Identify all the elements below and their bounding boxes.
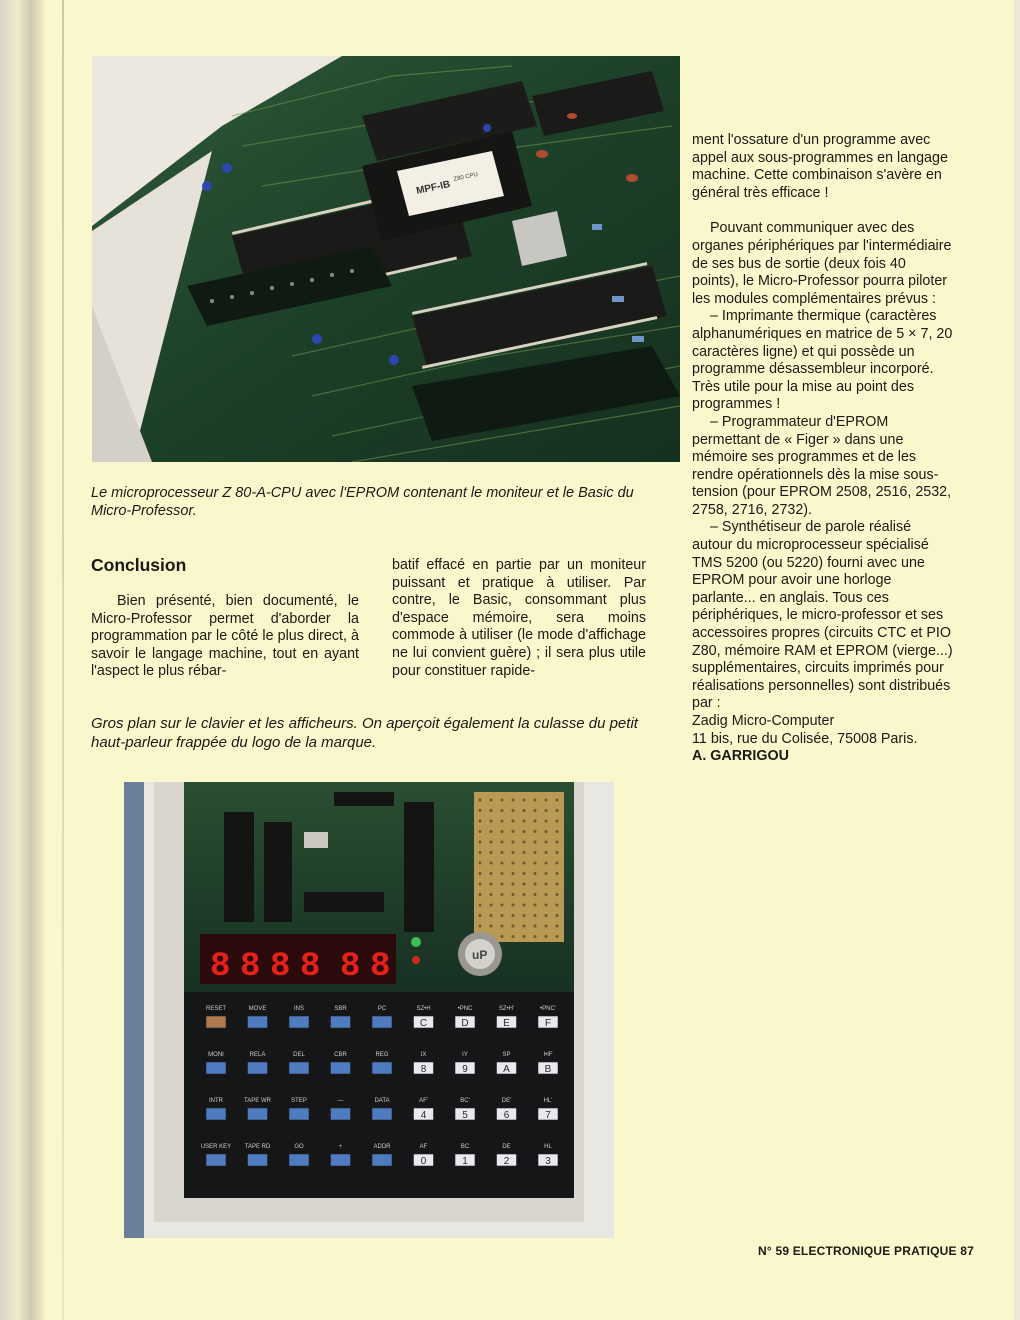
- display-digit: 8: [340, 948, 361, 986]
- keypad-key-label: PC: [377, 1006, 387, 1012]
- keypad-key: [372, 1016, 392, 1028]
- keypad-key: [206, 1154, 226, 1166]
- keypad-key-glyph: 1: [462, 1156, 468, 1167]
- keypad-key-glyph: 4: [420, 1110, 427, 1121]
- keypad-key-label: INTR: [209, 1098, 223, 1104]
- keypad-key-label: DE': [501, 1098, 512, 1104]
- keypad-key: [289, 1062, 309, 1074]
- keypad-key-label: IY: [462, 1052, 468, 1058]
- keypad-key-label: SP: [502, 1052, 511, 1058]
- keypad-key-label: MOVE: [248, 1006, 267, 1012]
- keypad-key: [331, 1016, 351, 1028]
- right-column: [692, 132, 954, 766]
- display-digit: 8: [270, 948, 291, 986]
- keypad-key-label: DE: [502, 1144, 511, 1150]
- keypad-key-glyph: B: [544, 1064, 552, 1075]
- keypad-key: [331, 1108, 351, 1120]
- keyboard-illustration: [124, 782, 614, 1238]
- keypad-key-label: TAPE WR: [244, 1098, 271, 1104]
- keypad-key-label: GO: [294, 1144, 304, 1150]
- keypad-key-label: BC': [460, 1098, 470, 1104]
- circuit-board-illustration: [92, 56, 680, 462]
- keypad-key-label: AF: [419, 1144, 428, 1150]
- keypad-key-label: I•IF: [543, 1052, 553, 1058]
- keypad-key-label: SBR: [334, 1006, 347, 1012]
- keypad-key: [289, 1108, 309, 1120]
- keypad-key-label: ADDR: [373, 1144, 391, 1150]
- keypad-key-glyph: 8: [420, 1064, 427, 1075]
- page-edge: [1014, 0, 1020, 1320]
- keypad-key-label: BC: [460, 1144, 470, 1150]
- keypad-key-glyph: 2: [503, 1156, 510, 1167]
- right-paragraph-1: ment l'ossature d'un programme avec appel aux sous-programmes en langage machine. Cette combinaison s'avère en général très efficace !: [692, 132, 948, 201]
- binding-line: [62, 0, 64, 1320]
- photo-keyboard: [124, 782, 614, 1238]
- keypad-key-label: SZ•H': [498, 1006, 515, 1012]
- keypad-key-glyph: F: [544, 1018, 552, 1029]
- keypad-key-label: RESET: [205, 1006, 227, 1012]
- keypad-key-glyph: 0: [420, 1156, 427, 1167]
- keypad-key: [372, 1062, 392, 1074]
- address-line-2: 11 bis, rue du Colisée, 75008 Paris.: [692, 730, 918, 747]
- keypad-key: [289, 1154, 309, 1166]
- conclusion-column-2: batif effacé en partie par un moniteur puissant et pratique à utiliser. Par contre, le Basic, consommant plus d'espace mémoire, sera moins commode à utiliser (le mode d'affichage ne lui convient guère) ; il sera plus utile pour constituer rapide-: [392, 557, 646, 679]
- right-paragraph-2: Pouvant communiquer avec des organes périphériques par l'intermédiaire de ses bus de sortie (deux fois 40 points), le Micro-Professor pourra piloter les modules complémentaires prévus :: [692, 220, 952, 307]
- keypad-key-glyph: 3: [545, 1156, 551, 1167]
- keypad-key-label: INS: [293, 1006, 305, 1012]
- display-digit: 8: [240, 948, 261, 986]
- bottom-photo-caption: Gros plan sur le clavier et les afficheurs. On aperçoit également la culasse du petit haut-parleur frappée du logo de la marque.: [91, 715, 638, 751]
- keypad-key-glyph: 6: [503, 1110, 510, 1121]
- list-item-printer: – Imprimante thermique (caractères alphanumériques en matrice de 5 × 7, 20 caractères ligne) et qui possède un programme désassembleur incorporé. Très utile pour la mise au point des programmes !: [692, 308, 953, 413]
- keypad-key-label: DATA: [374, 1098, 390, 1104]
- keypad-key-label: REG: [375, 1052, 389, 1058]
- keypad-key-label: HL': [543, 1098, 553, 1104]
- keypad-key-label: •PNC': [540, 1006, 556, 1012]
- keypad-key: [248, 1016, 268, 1028]
- keypad-key-label: CBR: [334, 1052, 347, 1058]
- display-digit: 8: [300, 948, 321, 986]
- top-photo-caption: Le microprocesseur Z 80-A-CPU avec l'EPROM contenant le moniteur et le Basic du Micro-Professor.: [91, 485, 634, 519]
- keypad-key-label: •PNC: [457, 1006, 473, 1012]
- keypad-key-label: RELA: [249, 1052, 266, 1058]
- keypad-key-glyph: D: [461, 1018, 469, 1029]
- keypad-key-label: TAPE RD: [244, 1144, 271, 1150]
- keypad-key-label: DEL: [293, 1052, 305, 1058]
- keypad-key-label: AF': [419, 1098, 428, 1104]
- page-binding: [0, 0, 44, 1320]
- keypad-key-label: IX: [420, 1052, 427, 1058]
- keypad-key-glyph: E: [503, 1018, 510, 1029]
- display-digit: 8: [210, 948, 231, 986]
- keypad-key: [331, 1154, 351, 1166]
- keypad-key-label: USER KEY: [200, 1144, 232, 1150]
- photo-circuit-board: [92, 56, 680, 462]
- keypad-key: [372, 1108, 392, 1120]
- keypad-key-label: SZ•H: [416, 1006, 431, 1012]
- eprom-label: MPF-IB: [415, 179, 452, 197]
- keypad-key-glyph: 9: [462, 1064, 468, 1075]
- keypad-key-label: STEP: [291, 1098, 307, 1104]
- conclusion-column-1: Bien présenté, bien documenté, le Micro-Professor permet d'aborder la programmation par le côté le plus direct, à savoir le langage machine, tout en ayant l'aspect le plus rébar-: [91, 593, 359, 680]
- keypad-key: [248, 1154, 268, 1166]
- svg-text:uP: uP: [472, 948, 488, 962]
- keypad-key-glyph: 7: [545, 1110, 551, 1121]
- list-item-programmer: – Programmateur d'EPROM permettant de « Figer » dans une mémoire ses programmes et de les rendre opérationnels dès la mise sous-tension (pour EPROM 2508, 2516, 2532, 2758, 2716, 2732).: [692, 413, 952, 518]
- list-item-synthesizer: – Synthétiseur de parole réalisé autour du microprocesseur spécialisé TMS 5200 (ou 5220) fourni avec une EPROM pour avoir une horloge parlante... en anglais. Tous ces périphériques, le micro-professor et ses accessoires propres (circuits CTC et PIO Z80, mémoire RAM et EPROM (vierge...) supplémentaires, circuits imprimés pour réalisations personnelles) sont distribués par :: [692, 519, 953, 712]
- keypad-key: [331, 1062, 351, 1074]
- keypad-key-glyph: A: [503, 1064, 510, 1075]
- keypad-key-label: MONI: [208, 1052, 224, 1058]
- keypad-key: [372, 1154, 392, 1166]
- keypad-key-label: +: [338, 1144, 343, 1150]
- author: A. GARRIGOU: [692, 748, 789, 765]
- keypad-key: [248, 1062, 268, 1074]
- conclusion-heading: Conclusion: [91, 555, 187, 575]
- address-line-1: Zadig Micro-Computer: [692, 713, 835, 729]
- keypad-key: [248, 1108, 268, 1120]
- keypad-key: [206, 1016, 226, 1028]
- eprom-sublabel: Z80 CPU: [453, 171, 479, 183]
- keypad-key: [289, 1016, 309, 1028]
- page-footer: N° 59 ELECTRONIQUE PRATIQUE 87: [758, 1244, 974, 1258]
- display-digit: 8: [370, 948, 391, 986]
- keypad-key-label: HL: [544, 1144, 552, 1150]
- keypad-key-glyph: C: [419, 1018, 428, 1029]
- keypad-key: [206, 1108, 226, 1120]
- keypad-key-label: —: [337, 1098, 344, 1104]
- keypad-key-glyph: 5: [462, 1110, 468, 1121]
- keypad-key: [206, 1062, 226, 1074]
